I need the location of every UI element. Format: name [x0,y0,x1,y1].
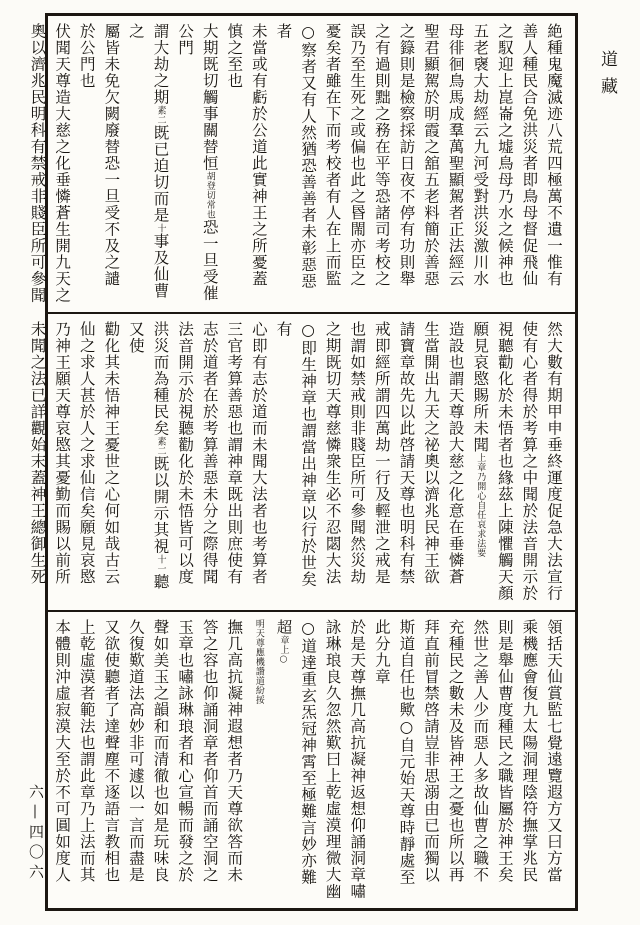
text-column [99,619,124,901]
column-text: 使有心者得於考算之中聞於法音開示於 [520,321,539,602]
column-text: 大期既切觸事關替恒 [200,23,219,172]
column-text: 斯道自任也歟○自元始天尊時靜處至 [397,619,416,886]
text-column [468,619,493,901]
text-column [394,619,419,901]
text-column [123,619,148,901]
text-column [320,619,345,901]
text-column [222,321,247,603]
column-text: 之籙則是檢察採訪日夜不停有功則舉 [397,23,416,287]
text-column [443,23,468,305]
text-column [394,321,419,603]
text-column [345,23,370,305]
column-text: 久復歎道法高妙非可遽以一言而盡是 [126,619,145,883]
text-column [345,619,370,901]
column-text: 玉章也嘯詠琳琅者和心宣暢而發之於 [176,619,195,883]
column-text: 三官考算善惡也謂神章既出則庶使有 [225,321,244,585]
text-column [517,23,542,305]
column-text: ○道達重玄炁冠神霄至極難言妙亦難超 [274,619,318,886]
column-text: 答之容也仰誦洞章者仰首而誦空洞之 [200,619,219,883]
column-text: 生當開出九天之祕奧以濟兆民神王欲 [422,321,441,585]
text-column [492,321,517,603]
column-text: 然大數有期甲申垂終運度促急大法宣行 [545,321,563,602]
text-column [99,23,124,305]
column-text: 五老襃大劫經云九河受對洪災激川水 [471,23,490,287]
column-text: 造設也謂天尊設大慈之化意在垂憐蒼 [446,321,465,585]
column-text: 既已迫切而是 [151,124,170,224]
column-text: 視聽勸化於未悟者也緣茲上陳懼觸天顏 [495,321,514,602]
column-text: 勸化其未悟神王憂世之心何如哉古云 [102,321,121,585]
text-column [123,23,172,305]
text-column [345,321,370,603]
canon-title-margin-label: 道藏 [597,50,617,104]
column-text: 之馭迎上崑崙之墟鳥母乃水之候神也 [495,23,514,287]
text-column [197,619,222,901]
text-column [222,23,247,305]
column-text: 既以開示其視 [151,455,170,555]
text-column [541,321,566,603]
text-column [74,321,99,603]
column-text: 乘機應會復九太陽洞理陰符撫掌兆民 [520,619,539,883]
text-band-bottom [48,612,575,908]
column-text: 善人種民合免洪災者即鳥母督促飛仙 [520,23,539,287]
column-text: 戒即經所謂四萬劫一行及輕泄之戒是 [372,321,391,585]
column-text: 聖君顯駕於明霞之舘五老料簡於善惡 [422,23,441,287]
column-text: 誤乃至生死之或偏也此之昬閙亦臣之 [348,23,367,287]
column-text: 奧以濟兆民明科有禁戒非賤臣所可參聞 [28,23,47,304]
text-column [173,321,198,603]
text-column [468,321,493,603]
column-text: 本體則沖虛寂漠大至於不可圓如度人 [53,619,72,883]
column-text: 上乾虛漠者範法也謂此章乃上法而其 [77,619,96,883]
column-text: 謂大劫之期 [151,23,170,106]
column-text: 請寶章故先以此啓請天尊也明科有禁 [397,321,416,585]
column-text: 此分九章 [372,619,391,685]
interlinear-note: 素二 [155,436,166,456]
column-text: 洪災而為種民矣 [151,321,170,437]
column-text: 未聞之法已詳觀始末蓋神王總御生死 [28,321,47,585]
column-text: 事及仙曹之 [126,23,170,299]
text-column [50,619,75,901]
text-column [50,23,75,305]
interlinear-note: 十一 [155,554,166,574]
column-text: 於是天尊撫几高抗凝神返想仰誦洞章嘯 [348,619,367,900]
text-column [271,23,320,305]
text-column [369,619,394,901]
interlinear-note: 章上○ [278,635,289,665]
text-column [418,321,443,603]
text-column [541,23,566,305]
column-text: 心即有志於道而未聞大法者也考算者 [249,321,268,585]
text-column [74,619,99,901]
interlinear-note: 明天尊應機讚道紛挼 [253,619,264,705]
column-text: 母徘徊鳥馬成羣萬聖顯駕者正法經云 [446,23,465,287]
interlinear-note: 十 [155,223,166,233]
text-column [173,619,198,901]
text-column [492,619,517,901]
text-column [418,23,443,305]
text-column [320,321,345,603]
text-column [123,321,172,603]
interlinear-note: 上章乃開心自任哀求法要 [475,453,486,558]
column-text: 於公門也 [77,23,96,89]
column-text: 聲如美玉之韻和而清徹也如是玩味良 [151,619,170,883]
text-column [271,321,320,603]
text-column [148,619,173,901]
column-text: 之期既切天尊慈憐衆生必不忍閟大法 [323,321,342,585]
text-column [25,321,50,603]
column-text: 聽又使 [126,321,170,590]
column-text: ○察者又有人然猶恐善善者未彰惡惡者 [274,23,318,290]
text-column [369,23,394,305]
text-column [517,321,542,603]
text-column [369,321,394,603]
column-text: 然世之善人少而惡人多故仙曹之職不 [471,619,490,883]
column-text: 憂矣者雖在下而考校者有人在上而監 [323,23,342,287]
column-text: 屬皆未免欠闕廢替恐一旦受不及之譴 [102,23,121,287]
text-column [443,321,468,603]
column-text: 絶種鬼魔滅迹八荒四極萬不遺一惟有 [545,23,563,287]
interlinear-note: 胡登切常也 [204,171,215,219]
text-column [25,23,50,305]
text-band-top [28,16,575,314]
text-column [271,619,320,901]
text-column [541,619,566,901]
text-column [74,23,99,305]
text-column [222,619,247,901]
text-column [443,619,468,901]
column-text: 撫几高抗凝神遐想者乃天尊欲答而未 [225,619,244,883]
column-text: ○即生神章也謂當出神章以行於世矣有 [274,321,318,588]
text-column [246,619,271,901]
column-text: 願見哀愍賜所未聞 [471,321,490,453]
column-text: 充種民之數未及皆神王之憂也所以再 [446,619,465,883]
text-column [173,23,198,305]
column-text: 乃神王願天尊哀愍其憂勤而賜以前所 [53,321,72,585]
column-text: 也謂如禁戒則非賤臣所可參聞然災劫 [348,321,367,585]
text-column [320,23,345,305]
text-column [50,321,75,603]
text-column [197,321,222,603]
interlinear-note: 素二 [155,105,166,125]
text-column [492,23,517,305]
text-band-middle [28,314,575,612]
column-text: 之有過則黜之務在平等恐諸司考校之 [372,23,391,287]
volume-page-number-label: 六—四〇六 [27,784,45,884]
column-text: 恐一旦受催 [200,219,219,302]
text-column [517,619,542,901]
column-text: 志於道者在於考算善惡未分之際得聞 [200,321,219,585]
text-column [246,23,271,305]
text-column [99,321,124,603]
column-text: 仙之求人甚於人之求仙信矣願見哀愍 [77,321,96,585]
column-text: 則是舉仙曹度種民之職皆屬於神王矣 [495,619,514,883]
text-column [394,23,419,305]
column-text: 公門 [176,23,195,56]
column-text: 領括天仙賞監七覺遠覽遐方又曰方當 [545,619,563,883]
column-text: 又欲使聽者了達聲塵不逐語言教相也 [102,619,121,883]
column-text: 伏聞天尊造大慈之化垂憐蒼生開九天之 [53,23,72,304]
text-column [468,23,493,305]
column-text: 慎之至也 [225,23,244,89]
column-text: 法音開示於視聽勸化於未悟皆可以度 [176,321,195,585]
text-column [197,23,222,305]
column-text: 未當或有虧於公道此實神王之所憂蓋 [249,23,268,287]
column-text: 拜直前冒禁啓請豈非思溺由已而獨以 [422,619,441,883]
column-text: 詠琳琅良久忽然歎曰上乾虛漠理微大幽 [323,619,342,900]
text-column [418,619,443,901]
text-column [246,321,271,603]
